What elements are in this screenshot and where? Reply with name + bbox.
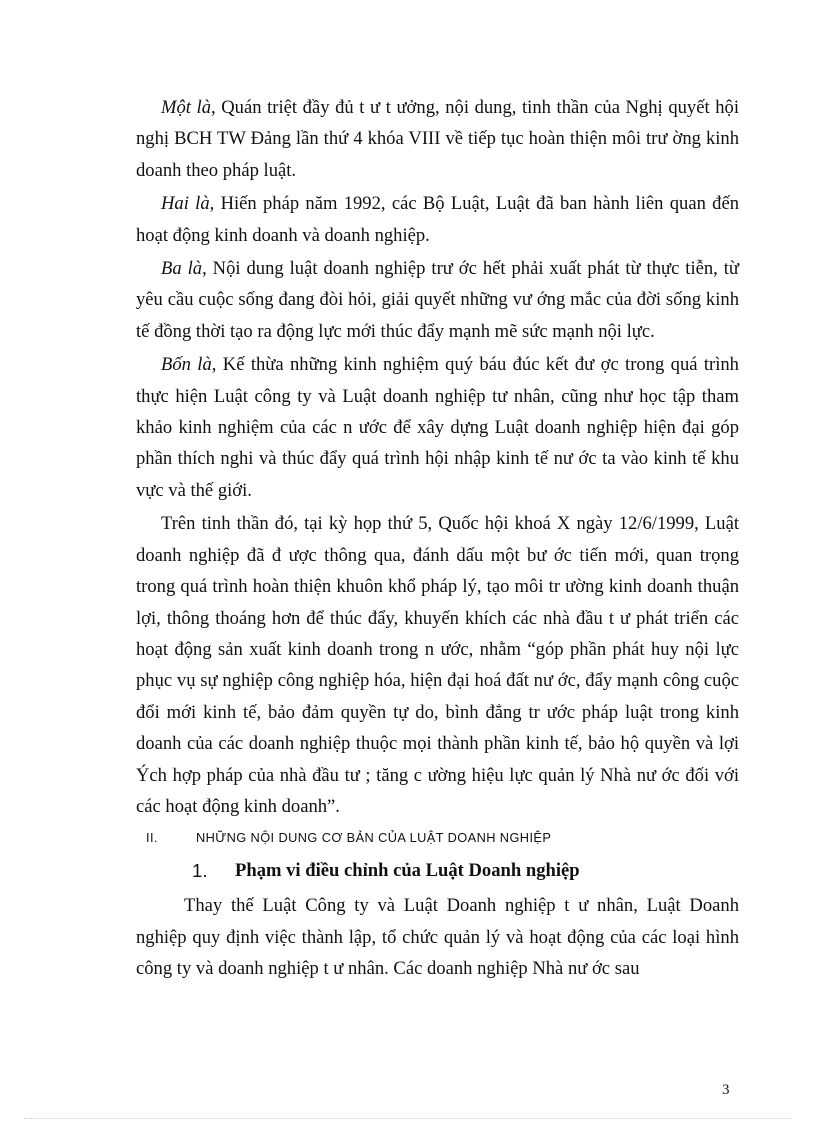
- subsection-heading: [136, 856, 739, 886]
- subsection-number: 1.: [192, 860, 208, 882]
- paragraph-lead: Ba là: [161, 258, 203, 280]
- paragraph-text: , Hiến pháp năm 1992, các Bộ Luật, Luật đã ban hành liên quan đến hoạt động kinh doanh và doanh nghiệp.: [136, 193, 739, 246]
- paragraph-mot-la: [136, 92, 739, 186]
- paragraph-text: Trên tinh thần đó, tại kỳ họp thứ 5, Quốc hội khoá X ngày 12/6/1999, Luật doanh nghiệp đã đ ược thông qua, đánh dấu một bư ớc tiến mới, quan trọng trong quá trình hoàn thiện khuôn khổ pháp lý, tạo môi tr ường kinh doanh thuận lợi, thông thoáng hơn để thúc đẩy, khuyến khích các nhà đầu t ư phát triển các hoạt động sản xuất kinh doanh trong n ước, nhằm “góp phần phát huy nội lực phục vụ sự nghiệp công nghiệp hóa, hiện đại hoá đất nư ớc, đẩy mạnh công cuộc đổi mới kinh tế, bảo đảm quyền tự do, bình đẳng tr ước pháp luật trong kinh doanh của các doanh nghiệp thuộc mọi thành phần kinh tế, bảo hộ quyền và lợi Ých hợp pháp của nhà đầu tư ; tăng c ường hiệu lực quản lý Nhà nư ớc đối với các hoạt động kinh doanh”.: [136, 513, 739, 817]
- paragraph-lead: Một là: [161, 97, 212, 118]
- section-title: NHỮNG NỘI DUNG CƠ BẢN CỦA LUẬT DOANH NGHIỆP: [196, 830, 552, 846]
- page-bottom-divider: [24, 1118, 792, 1119]
- paragraph-lead: Hai là: [161, 193, 210, 215]
- subsection-title: Phạm vi điều chỉnh của Luật Doanh nghiệp: [235, 860, 580, 882]
- paragraph-text: Thay thế Luật Công ty và Luật Doanh nghiệp t ư nhân, Luật Doanh nghiệp quy định việc thành lập, tổ chức quản lý và hoạt động của các loại hình công ty và doanh nghiệp t ư nhân. Các doanh nghiệp Nhà nư ớc sau: [136, 895, 739, 980]
- paragraph-text: , Kế thừa những kinh nghiệm quý báu đúc kết đư ợc trong quá trình thực hiện Luật công ty và Luật doanh nghiệp tư nhân, cũng như học tập tham khảo kinh nghiệm của các n ước để xây dựng Luật doanh nghiệp hiện đại góp phần thích nghi và thúc đẩy quá trình hội nhập kinh tế nư ớc ta vào kinh tế khu vực và thế giới.: [136, 354, 739, 501]
- section-heading: [136, 828, 739, 848]
- paragraph-hai-la: [136, 188, 739, 251]
- paragraph-thay-the: [136, 890, 739, 984]
- paragraph-ba-la: [136, 253, 739, 347]
- paragraph-tren-tinh-than: [136, 508, 739, 822]
- page-number: 3: [722, 1082, 730, 1098]
- paragraph-text: , Nội dung luật doanh nghiệp trư ớc hết phải xuất phát từ thực tiễn, từ yêu cầu cuộc sống đang đòi hỏi, giải quyết những vư ớng mắc của đời sống kinh tế đồng thời tạo ra động lực mới thúc đẩy mạnh mẽ sức mạnh nội lực.: [136, 258, 739, 342]
- paragraph-text: , Quán triệt đầy đủ t ư t ưởng, nội dung, tinh thần của Nghị quyết hội nghị BCH TW Đảng lần thứ 4 khóa VIII về tiếp tục hoàn thiện môi trư ờng kinh doanh theo pháp luật.: [136, 97, 739, 181]
- body-text: [136, 92, 739, 987]
- paragraph-bon-la: [136, 349, 739, 506]
- section-number: II.: [146, 830, 158, 846]
- paragraph-lead: Bốn là: [161, 354, 212, 376]
